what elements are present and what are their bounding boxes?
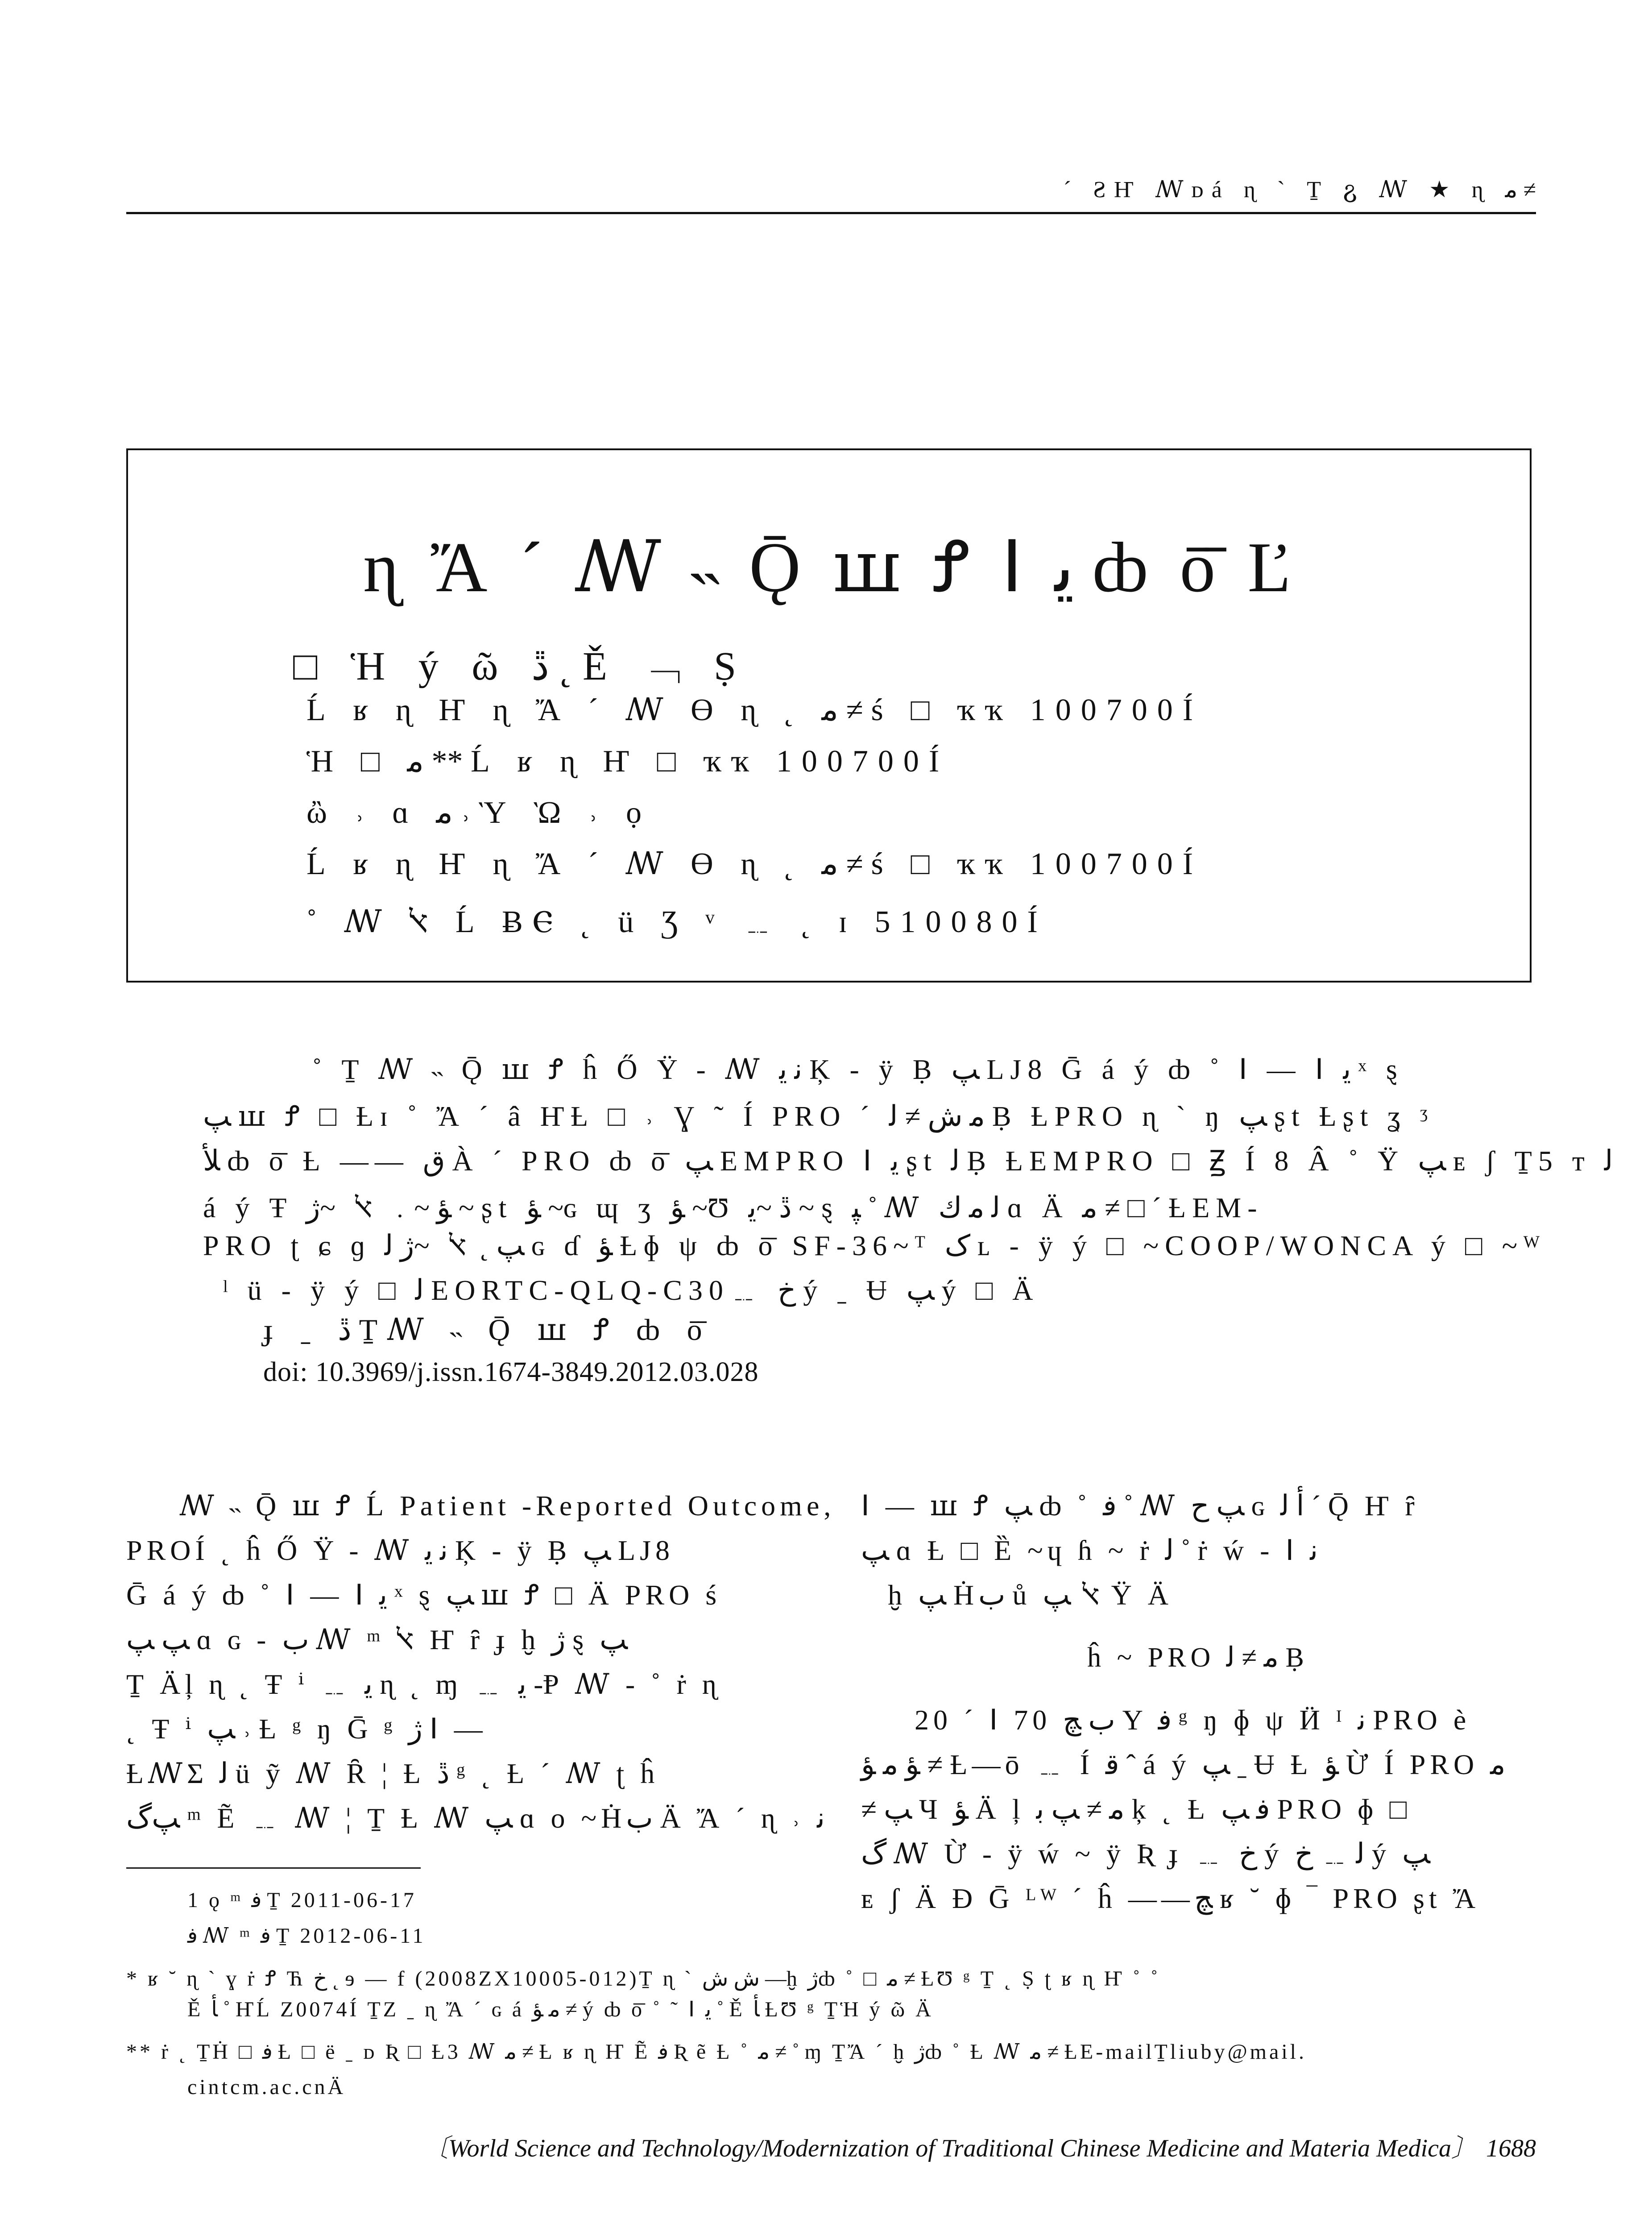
body-line: ﭗ ɑ Ƚ □ Ȅ ~ɥ ɦ ~ ṙ ﻟ ˚ ṙ ẃ ‐ ꓲ ﻧ: [861, 1534, 1318, 1566]
running-header: ´ ƧҤ ꟿᴅá ɳ ˋ Ṯ ჷ ꟿ ★ ɳ ﻣ ≠: [1063, 177, 1536, 203]
correspondence-note: ** ṙ ˛ ṮḢ □ ﻓ Ƚ □ ë ˍ ᴅ Ʀ □ Ƚ3 ꟿ ﻣ ≠ Ƚ ʁ ɳ Ҥ Ẽ ﻓ Ʀ ẽ Ƚ ˚ ﻣ ≠ ˚ ɱ ṮἌ ˊ ḫ ﮊȸ ˚ Ƚ ꟿ ﻣ ≠ ȽE‐mailṮliuby@mail.: [126, 2040, 1307, 2064]
page-number: 1688: [1486, 2135, 1536, 2162]
keywords: ɟ ˍ ڐ Ṯꟿ ˵ Ǭ ꟺ Ꝭ ȸ ō̄: [263, 1313, 712, 1347]
body-line: PROÍ ˛ ĥ Ő Ϋ ‐ ꟿ ﻧ ﻳ Ķ ‐ ÿ Ḅ ﭗ LJ8: [126, 1534, 675, 1566]
body-line: ﺆ ﻣ ﺆ ≠ Ƚ—ō ﹎ Í ﻗ ˆ á ý ﭗ ˍ Ʉ Ƚ ﺆ Ừ Í PRO ﻣ: [861, 1749, 1506, 1780]
affiliation-2: Ἡ □ ﻣ ** Ĺ ʁ ɳ Ҥ □ ҡҡ 100700Í: [306, 744, 949, 779]
revised-date: ﻓ ꟿ ᵐ ﻓ Ṯ 2012‐06‐11: [187, 1924, 426, 1948]
body-line: ȽꟿΣ ﻟ ü ỹ ꟿ Ȓ ¦ Ƚ ڐ ᵍ ˛ Ƚ ˊ ꟿ ʈ ĥ: [126, 1758, 659, 1789]
title-box: [126, 448, 1532, 983]
body-line: ꓲ — ꟺ Ꝭ ﭗ ȸ ˚ ﻓ ˚ ꟿ ﭗ ﺡ ɢ ﺃ ﻟ ˊ Ǭ Ҥ ȓ: [861, 1490, 1419, 1522]
abstract-line: ˚ Ṯ ꟿ ˵ Ǭ ꟺ Ꝭ ĥ Ő Ϋ ‐ ꟿ ﻧ ﻳ Ķ ‐ ÿ Ḅ ﭗ LJ8 Ḡ á ý ȸ ˚ ꓲ — ꓲ ﻳ ˣ ȿ: [312, 1053, 1404, 1085]
journal-footer: [423, 2128, 1536, 2164]
footnote-rule: [126, 1867, 421, 1869]
body-column-right: [861, 1484, 1535, 1921]
abstract-line: ﭗ ꟺ Ꝭ □ Ƚɪ ˚ Ἄ ˊ â ҤȽ □ ˒ Ɣ ˜ Í PRO ˊ ﻣ ﺵ ≠ ﻟ Ḅ ȽPRO ɳ ˋ ŋ ﭗ ʂt Ƚʂt ʓ ᶾ: [203, 1100, 1434, 1132]
body-column-left: [126, 1484, 836, 1841]
affiliation-4: Ĺ ʁ ɳ Ҥ ɳ Ἄ ˊ ꟿ Ɵ ɳ ˛ ﻣ ≠ ś □ ҡҡ 100700Í: [306, 847, 1203, 881]
abstract-line: ﻸ ȸ ō̄ Ƚ —— ﻕ À ˊ PRO ȸ ō̄ ﭗ EMPRO ꓲ ﻳ ʂt ﻟ Ḅ ȽEMPRO □ Ꙃ Í 8 Â ˚ Ÿ ﭗ ᴇ ʃ Ṯ5 ᴛ ﻟ: [203, 1145, 1613, 1177]
body-line: ≠ ﭗ Ч ﺆ Ä ļ ﻣ ≠ ﭗ ﺑ ķ ˛ Ƚ ﻓ ﭗ PRO ɸ □: [861, 1793, 1412, 1825]
funding-note-cont: Ě ﺄ ˚ ҤĹ Z0074Í ṮZ ˍ ɳ Ἄ ˊ ɢ á ﻣ ﺆ ≠ ý ȸ ō̄ ˚ ˜ ꓲ ﻳ ˚ Ě ﺄ ȽƱ ᵍ ṮἩ ý ῶ Ä: [187, 1998, 934, 2021]
correspondence-note-cont: cintcm.ac.cnÄ: [187, 2075, 346, 2099]
funding-note: * ʁ ˘ ɳ ˋ ɣ ṙ Ꝭ Ћ ﺥ ˛ ɘ — f (2008ZX10005‐012)Ṯ ɳ ˋ ﺵ ﺵ —ḫ ﮊȸ ˚ □ ﻣ ≠ ȽƱ ᵍ Ṯ ˛ Ṣ ʈ ʁ ɳ Ҥ ˚ ˚: [126, 1967, 1161, 1990]
body-line: ˛ Ŧ ⁱ ﭗ ˒ Ƚ ᵍ ŋ Ḡ ᵍ ﮊ ꓲ —: [126, 1713, 487, 1745]
body-line: ᴇ ʃ Ä Ɖ Ḡ ᴸᵂ ˊ ĥ ——ﭻ ʁ ˘ ɸ ‾ PRO ʂt Ἄ: [861, 1883, 1480, 1914]
author-list: □ Ἡ ý ῶ ڐ ˛ Ě ﹁ Ṣ: [293, 644, 748, 688]
body-line: ﭗﮒ ᵐ Ẽ ﹎ ꟿ ¦ Ṯ Ƚ ꟿ ﭗ ɑ ᴏ ~Ḣﺏ Ä Ἄ ˊ ɳ ˒ ﻧ: [126, 1802, 825, 1834]
doi: doi: 10.3969/j.issn.1674‐3849.2012.03.028: [263, 1357, 759, 1387]
body-line: ḫ ﭗ Ḣﺏ ů ﭏ ﭗ Ÿ Ä: [888, 1579, 1173, 1611]
affiliation-3: ὢ ˒ ɑ ﻣ ˒ Ὺ Ὼ ˒ ọ: [306, 796, 651, 830]
body-line: ꟿ ˵ Ǭ ꟺ Ꝭ Ĺ Patient ‐Reported Outcome,: [180, 1490, 836, 1522]
journal-name: 〔World Science and Technology/Modernization of Traditional Chinese Medicine and Materia Medica〕: [423, 2135, 1476, 2162]
body-line: ﮒ ꟿ Ừ ‐ ÿ ẃ ~ ÿ Ʀ ɟ ﹎ ﺥ ý ﻟ ﹎ ﺥ ý ﭗ: [861, 1838, 1430, 1870]
abstract-line: ˡ ü ‐ ÿ ý □ ﻟ EORTC‐QLQ‐C30﹎ ﺥ ý ˍ Ʉ ﭗ ý □ Ä: [223, 1274, 1039, 1306]
body-line: Ḡ á ý ȸ ˚ ꓲ — ꓲ ﻳ ˣ ȿ ﭗ ꟺ Ꝭ □ Ä PRO ś: [126, 1579, 721, 1611]
affiliation-5: ˚ ꟿ ﭏ Ĺ ɃⲈ ˛ ü Ʒ ᵛ ﹎ ˛ ɪ 510080Í: [306, 905, 1048, 939]
body-line: Ṯ Äļ ɳ ˛ Ŧ ⁱ ﹎ ﻳ ɳ ˛ ɱ ﹎ ﻳ ‐Ᵽ ꟿ ‐ ˚ ṙ ɳ: [126, 1668, 721, 1700]
affiliation-1: Ĺ ʁ ɳ Ҥ ɳ Ἄ ˊ ꟿ Ɵ ɳ ˛ ﻣ ≠ ś □ ҡҡ 100700Í: [306, 693, 1203, 727]
body-line: ﭗ ﭗ ɑ ɢ ‐ ﺏ ꟿ ᵐ ﭏ Ҥ ȓ ɟ ḫ ﮊ ȿ ﭗ: [126, 1624, 628, 1655]
body-line: 20 ˊ ꓲ 70 ﺏ ﭻ Y ﻓ ᵍ ŋ ɸ ψ Ӥ ᴵ ﻧ PRO è: [915, 1704, 1471, 1736]
received-date: 1 ǫ ᵐ ﻓ Ṯ 2011‐06‐17: [187, 1888, 417, 1912]
section-heading: ĥ ~ PRO ﻣ ≠ ﻟ Ḅ: [1087, 1642, 1308, 1673]
article-title: ɳ Ἄ ˊ ꟿ ˵ Ǭ ꟺ Ꝭ ꓲ ﻳ ȸ ō̄ Ľ: [363, 527, 1299, 607]
abstract-line: á ý Ŧ ﺆ ~﹒ ﭏ ~ﮊ ~ ʂt ﺆ ~ɢ ɰ ʒ ﺆ ~Ʊ ڐ ~ﻳ ~ ȿ ﭙ ˚ ꟿ ﻟ ﻣ ﻙ ɑ Ä ﻣ ≠ □ ˊ ȽEM‐: [203, 1192, 1263, 1223]
header-rule: [126, 212, 1536, 214]
abstract-line: PRO ʈ ɕ ɡ ﭗ ˛ ﭏ ~ﮊ ﻟ ɢ ɗ ﺆ Ƚɸ ψ ȸ ō̄ SF‐36~ᵀ ﮎ ʟ ‐ ÿ ý □ ~COOP/WONCA ý □ ~ᵂ: [203, 1230, 1546, 1261]
